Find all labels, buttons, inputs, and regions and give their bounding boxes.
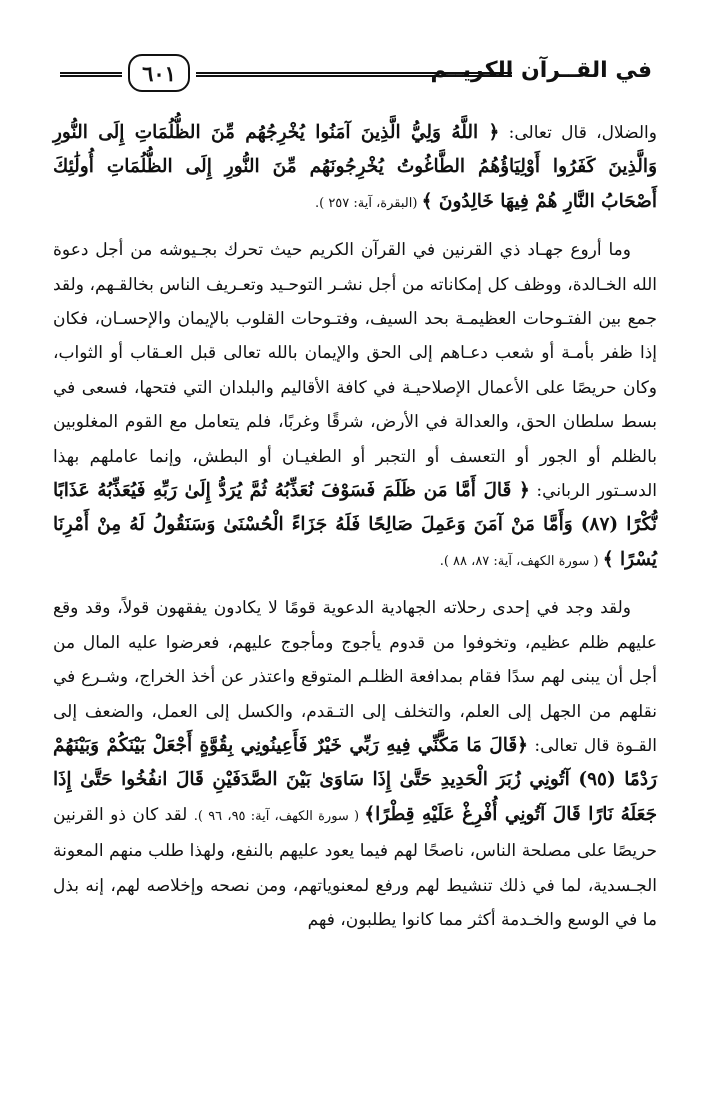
paragraph (53, 233, 657, 579)
page-header (60, 52, 652, 98)
paragraph (53, 591, 657, 937)
paragraph-text: لقد كان ذو القرنين حريصًا على مصلحة الناس، ناصحًا لهم فيما يعود عليهم بالنفع، ولهذا طلب منهم المعونة الجـسدية، لما في ذلك تنشيط لهم ورفع لمعنوياتهم، ومن نصحه وإخلاصه لهم، إنه بذل ما في الوسع والخـدمة أكثر مما كانوا يطلبون، فهم (53, 804, 657, 930)
paragraph-text: ولقد وجد في إحدى رحلاته الجهادية الدعوية قومًا لا يكادون يفقهون قولاً، وقد وقع عليهم ظلم عظيم، وتخوفوا من قدوم يأجوج ومأجوج عليهم، فعرضوا عليه المال من أجل أن يبنى لهم سدًا فقام بمدافعة الظلـم المتوقع واعتذر عن أخذ الخراج، وشـرع في نقلهم من الجهل إلى العلم، والتخلف إلى التـقدم، والكسل إلى العمل، والضعف إلى القـوة قال تعالى: (53, 598, 657, 756)
quran-verse: ﴿ اللَّهُ وَلِيُّ الَّذِينَ آمَنُوا يُخْرِجُهُم مِّنَ الظُّلُمَاتِ إِلَى النُّورِ وَالَّذِينَ كَفَرُوا أَوْلِيَاؤُهُمُ الطَّاغُوتُ يُخْرِجُونَهُم مِّنَ النُّورِ إِلَى الظُّلُمَاتِ أُولَٰئِكَ أَصْحَابُ النَّارِ هُمْ فِيهَا خَالِدُونَ ﴾ (53, 122, 657, 212)
paragraph-text: وما أروع جهـاد ذي القرنين في القرآن الكريم حيث تحرك بجـيوشه من أجل دعوة الله الخـالدة، ووظف كل إمكاناته من أجل نشـر التوحـيد وتعـريف الناس بخالقـهم، ولقد جمع بين الفتـوحات العظيمـة بحد السيف، وفتـوحات القلوب بالإيمان والإحسـان، فكان إذا ظفر بأمـة أو شعب دعـاهم إلى الحق والإيمان بالله تعالى قبل العـقاب أو الثواب، وكان حريصًا على الأعمال الإصلاحيـة في كافة الأقاليم والبلدان التي فتحها، فسعى في بسط سلطان الحق، والعدالة في الأرض، شرقًا وغربًا، فلم يتعامل مع القوم المغلوبين بالظلم أو الجور أو التعسف أو التجبر أو الطغيـان أو البطش، وإنما عاملهم بهذا الدسـتور الرباني: (53, 240, 657, 502)
verse-reference: (البقرة، آية: ٢٥٧ ). (314, 195, 422, 211)
verse-reference: ( سورة الكهف، آية: ٩٥، ٩٦ ). (193, 808, 365, 824)
quran-verse: ﴿ قَالَ أَمَّا مَن ظَلَمَ فَسَوْفَ نُعَذِّبُهُ ثُمَّ يُرَدُّ إِلَىٰ رَبِّهِ فَيُعَذِّبُهُ عَذَابًا نُّكْرًا (٨٧) وَأَمَّا مَنْ آمَنَ وَعَمِلَ صَالِحًا فَلَهُ جَزَاءً الْحُسْنَىٰ وَسَنَقُولُ لَهُ مِنْ أَمْرِنَا يُسْرًا ﴾ (53, 480, 657, 570)
header-rule (60, 72, 122, 77)
paragraph (53, 116, 657, 221)
running-title: في القــرآن الكريــم (430, 58, 652, 83)
paragraph-text: والضلال، قال تعالى: (499, 123, 657, 143)
page-number: ٦٠١ (128, 54, 190, 92)
quran-verse: ﴿قَالَ مَا مَكَّنِّي فِيهِ رَبِّي خَيْرٌ فَأَعِينُونِي بِقُوَّةٍ أَجْعَلْ بَيْنَكُمْ وَبَيْنَهُمْ رَدْمًا (٩٥) آتُونِي زُبَرَ الْحَدِيدِ حَتَّىٰ إِذَا سَاوَىٰ بَيْنَ الصَّدَفَيْنِ قَالَ انفُخُوا حَتَّىٰ إِذَا جَعَلَهُ نَارًا قَالَ آتُونِي أُفْرِغْ عَلَيْهِ قِطْرًا﴾ (53, 734, 658, 825)
verse-reference: ( سورة الكهف، آية: ٨٧، ٨٨ ). (439, 553, 603, 569)
body-text (53, 116, 657, 937)
